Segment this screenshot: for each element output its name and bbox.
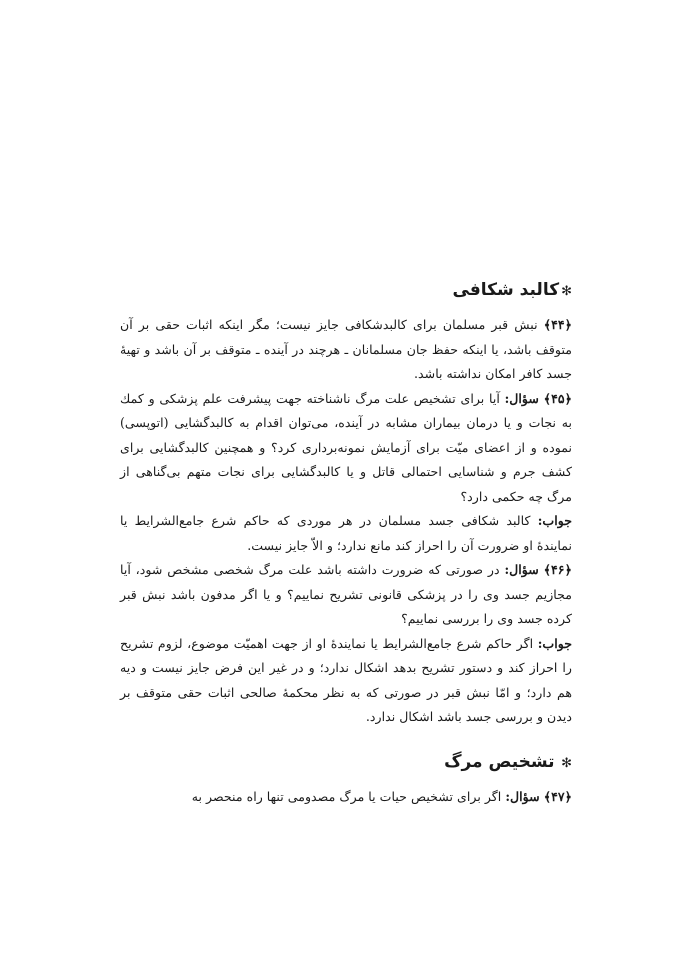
paragraph-text: كالبد شكافى جسد مسلمان در هر موردى كه حاكم شرع جامع‌الشرايط يا نمايندهٔ او ضرورت آن را احراز كند مانع ندارد؛ و الاّ جايز نيست. (120, 513, 572, 553)
section-title-text: كالبد شكافى (452, 280, 560, 300)
paragraph-text: در صورتى كه ضرورت داشته باشد علت مرگ شخصى مشخص شود، آيا مجازيم جسد وى را در پزشكى قانونى تشريح نماييم؟ و يا اگر مدفون باشد نبش قبر كرده جسد وى را بررسى نماييم؟ (120, 562, 572, 626)
ruling-number: ﴿۴۵﴾ (543, 390, 572, 406)
paragraph-text: اگر حاكم شرع جامع‌الشرايط يا نمايندهٔ او از جهت اهميّت موضوع، لزوم تشريح را احراز كند و دستور تشريح بدهد اشكال ندارد؛ و در غير اين فرض جايز نيست و ديه هم دارد؛ و امّا نبش قبر در صورتى كه به نظر محكمهٔ صالحى اثبات حقى متوقف بر ديدن و بررسى جسد باشد اشكال ندارد. (120, 635, 572, 724)
question-label: سؤال: (505, 788, 540, 804)
paragraph-44 (120, 313, 572, 387)
asterisk-icon: ✻ (556, 755, 572, 771)
paragraph-text: نبش قبر مسلمان براى كالبدشكافى جايز نيست؛ مگر اينكه اثبات حقى بر آن متوقف باشد، يا اينكه حفظ جان مسلمانان ـ هرچند در آينده ـ متوقف بر آن باشد و تهيهٔ جسد كافر امكان نداشته باشد. (120, 317, 572, 381)
section-title-text: تشخيص مرگ (444, 751, 555, 772)
answer-label: جواب: (537, 513, 572, 528)
ruling-number: ﴿۴۷﴾ (543, 788, 572, 804)
section-title-death-diagnosis (120, 750, 572, 776)
ruling-number: ﴿۴۶﴾ (543, 562, 572, 577)
section-title-autopsy (120, 278, 572, 304)
paragraph-46-question (120, 558, 572, 632)
answer-label: جواب: (537, 635, 572, 651)
page-content (120, 278, 572, 809)
paragraph-text: اگر براى تشخيص حيات يا مرگ مصدومى تنها راه منحصر به (191, 788, 502, 804)
paragraph-46-answer (120, 632, 572, 730)
section-gap (120, 730, 572, 750)
paragraph-45-question (120, 387, 572, 510)
asterisk-icon: ✻ (561, 284, 572, 299)
paragraph-47-question (120, 785, 572, 810)
question-label: سؤال: (504, 390, 539, 406)
paragraph-text: آيا براى تشخيص علت مرگ ناشناخته جهت پيشرفت علم پزشكى و كمك به نجات و يا درمان بيماران مشابه در آينده، مى‌توان اقدام به كالبدگشايى (اتوپسى) نموده و از اعضاى ميّت براى آزمايش نمونه‌بردارى كرد؟ و همچنين كالبدگشايى براى كشف جرم و شناسايى احتمالى قاتل و يا كالبدگشايى براى نجات متهم بى‌گناهى از مرگ چه حكمى دارد؟ (120, 390, 572, 504)
ruling-number: ﴿۴۴﴾ (543, 317, 572, 332)
paragraph-45-answer (120, 509, 572, 558)
question-label: سؤال: (504, 562, 539, 577)
